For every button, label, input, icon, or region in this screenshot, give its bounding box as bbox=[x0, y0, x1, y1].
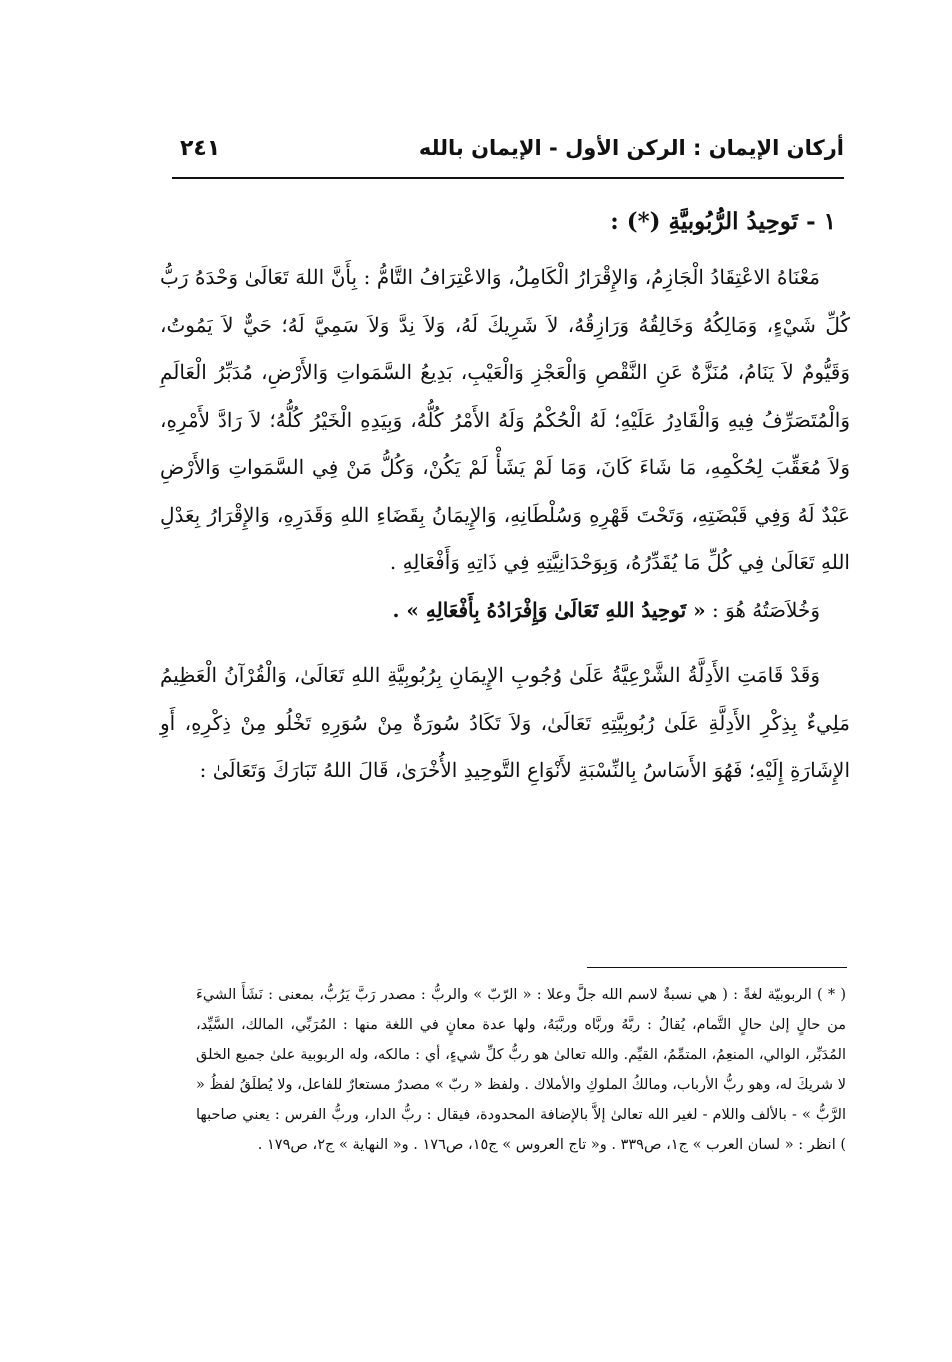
page-number: ٢٤١ bbox=[180, 136, 221, 161]
footnote: ( * ) الربوبيّة لغةً : ( هي نسبةٌ لاسم الله جلَّ وعلا : « الرّبّ » والربُّ : مصدر رَبَّ يَرُبُّ، بمعنى : نَشَأَ الشيءَ من حالٍ إلىٰ حالٍ التَّمام، يُقالُ : ربَّهُ وربَّاه وربَّبَهُ، ولها عدة معانٍ في اللغة منها : المُرَبِّي، المالك، السَّيِّد، المُدَبِّر، الوالي، المنعِمُ، المتمِّمُ، القيِّم. والله تعالىٰ هو ربُّ كلِّ شيءٍ، أي : مالكه، وله الربوبية علىٰ جميع الخلق لا شريكَ له، وهو ربُّ الأرباب، ومالكُ الملوكِ والأملاك . ولفظ « ربّ » مصدرٌ مستعارٌ للفاعل، ولا يُطلَقُ لفظُ « الرَّبُّ » - بالألف واللام - لغير الله تعالىٰ إلاَّ بالإضافة المحدودة، فيقال : ربُّ الدار، وربُّ الفرس : يعني صاحبها ) انظر : « لسان العرب » ج١، ص٣٣٩ . و« تاج العروس » ج١٥، ص١٧٦ . و« النهاية » ج٢، ص١٧٩ . bbox=[196, 987, 846, 1153]
section-heading: ١ - تَوحِيدُ الرُّبُوبيَّةِ (*) : bbox=[610, 208, 836, 235]
main-content bbox=[160, 194, 850, 795]
definition-paragraph: مَعْنَاهُ الاعْتِقَادُ الْجَازِمُ، وَالإِقْرَارُ الْكَامِلُ، وَالاعْتِرَافُ التَّامُّ : بِأَنَّ اللهَ تَعَالَىٰ وَحْدَهُ رَبُّ كُلِّ شَيْءٍ، وَمَالِكُهُ وَخَالِقُهُ وَرَازِقُهُ، لاَ شَرِيكَ لَهُ، وَلاَ نِدَّ وَلاَ سَمِيَّ لَهُ؛ حَيٌّ لاَ يَمُوتُ، وَقَيُّومٌ لاَ يَنَامُ، مُنَزَّهٌ عَنِ النَّقْصِ وَالْعَجْزِ وَالْعَيْبِ، بَدِيعُ السَّمَواتِ وَالأَرْضِ، مُدَبِّرُ الْعَالَمِ وَالْمُتَصَرِّفُ فِيهِ وَالْقَادِرُ عَلَيْهِ؛ لَهُ الْحُكْمُ وَلَهُ الأَمْرُ كُلُّهُ، وَبِيَدِهِ الْخَيْرُ كُلُّهُ؛ لاَ رَادَّ لأَمْرِهِ، وَلاَ مُعَقِّبَ لِحُكْمِهِ، مَا شَاءَ كَانَ، وَمَا لَمْ يَشَأْ لَمْ يَكُنْ، وَكُلُّ مَنْ فِي السَّمَواتِ وَالأَرْضِ عَبْدٌ لَهُ وَفِي قَبْضَتِهِ، وَتَحْتَ قَهْرِهِ وَسُلْطَانِهِ، وَالإِيمَانُ بِقَضَاءِ اللهِ وَقَدَرِهِ، وَالإِقْرَارُ بِعَدْلِ اللهِ تَعَالَىٰ فِي كُلِّ مَا يُقَدِّرُهُ، وَبِوَحْدَانِيَّتِهِ فِي ذَاتِهِ وَأَفْعَالِهِ . bbox=[160, 265, 850, 574]
evidence-paragraph: وَقَدْ قَامَتِ الأَدِلَّةُ الشَّرْعِيَّةُ عَلَىٰ وُجُوبِ الإِيمَانِ بِرُبُوبِيَّةِ اللهِ تَعَالَىٰ، وَالْقُرْآنُ الْعَظِيمُ مَلِيءٌ بِذِكْرِ الأَدِلَّةِ عَلَىٰ رُبُوبِيَّتِهِ تَعَالَىٰ، وَلاَ تَكَادُ سُورَةٌ مِنْ سُوَرِهِ تَخْلُو مِنْ ذِكْرِهِ، أَوِ الإِشَارَةِ إِلَيْهِ؛ فَهُوَ الأَسَاسُ بِالنِّسْبَةِ لأَنْوَاعِ التَّوحِيدِ الأُخْرَىٰ، قَالَ اللهُ تَبَارَكَ وَتَعَالَىٰ : bbox=[160, 663, 850, 782]
header-rule bbox=[172, 177, 844, 179]
running-title: أركان الإيمان : الركن الأول - الإيمان بالله bbox=[418, 136, 844, 160]
summary-quote: « تَوحِيدُ اللهِ تَعَالَىٰ وَإِفْرَادُهُ بِأَفْعَالِهِ » . bbox=[392, 597, 706, 622]
footnote-rule bbox=[587, 967, 847, 968]
summary-paragraph bbox=[160, 587, 850, 635]
page-header bbox=[172, 132, 844, 176]
summary-lead: وَخُلاَصَتُهُ هُوَ : bbox=[705, 597, 820, 622]
